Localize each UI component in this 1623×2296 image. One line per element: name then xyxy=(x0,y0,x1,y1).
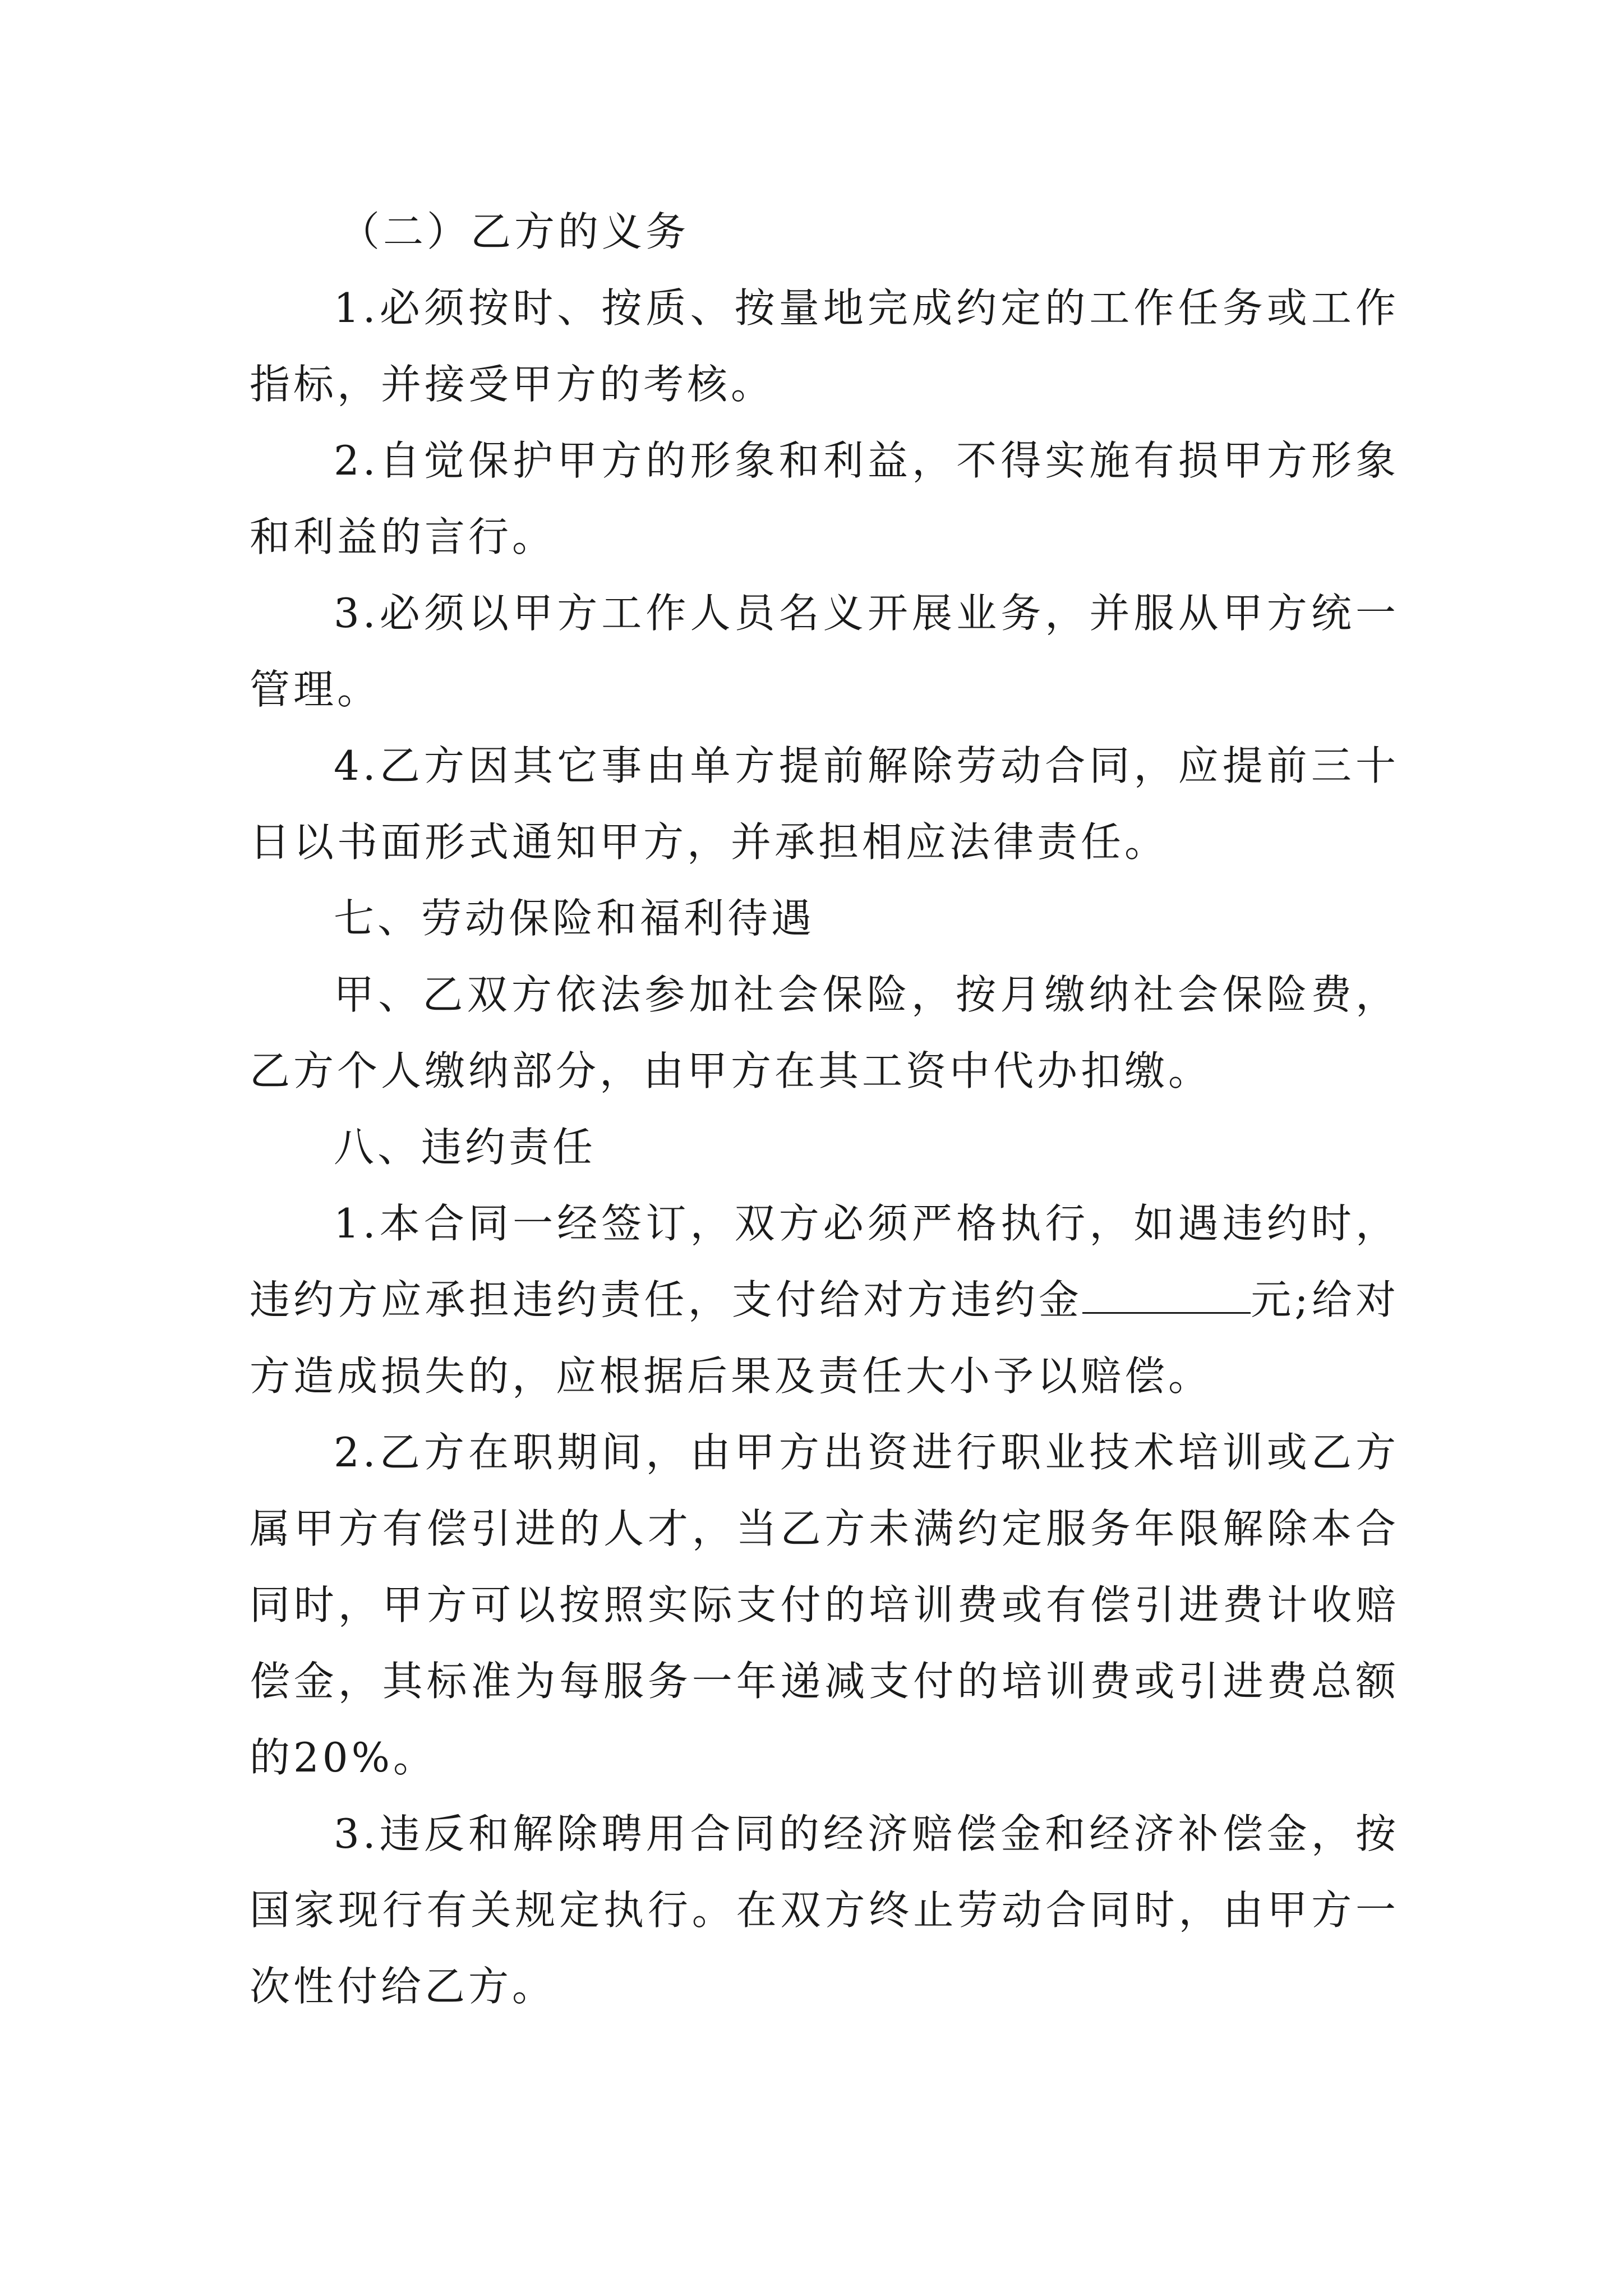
section-b-heading: （二）乙方的义务 xyxy=(339,208,690,255)
document-body xyxy=(250,194,1399,2024)
obligation-item-2: 2.自觉保护甲方的形象和利益，不得实施有损甲方形象和利益的言行。 xyxy=(250,437,1399,560)
penalty-item-2: 2.乙方在职期间，由甲方出资进行职业技术培训或乙方属甲方有偿引进的人才，当乙方未满约定服务年限解除本合同时，甲方可以按照实际支付的培训费或有偿引进费计收赔偿金，其标准为每服务一年递减支付的培训费或引进费总额的20%。 xyxy=(250,1429,1399,1781)
section-7-text: 甲、乙双方依法参加社会保险，按月缴纳社会保险费，乙方个人缴纳部分，由甲方在其工资中代办扣缴。 xyxy=(250,971,1399,1094)
section-7-heading: 七、劳动保险和福利待遇 xyxy=(334,895,815,942)
penalty-amount-blank[interactable] xyxy=(1082,1278,1251,1314)
obligation-item-1: 1.必须按时、按质、按量地完成约定的工作任务或工作指标，并接受甲方的考核。 xyxy=(250,284,1399,408)
penalty-item-1 xyxy=(250,1185,1399,1414)
penalty-item-1-part2: 元;给对方造成损失的，应根据后果及责任大小予以赔偿。 xyxy=(250,1276,1399,1400)
penalty-item-1-part1: 1.本合同一经签订，双方必须严格执行，如遇违约时，违约方应承担违约责任，支付给对方违约金 xyxy=(250,1200,1399,1323)
penalty-item-3: 3.违反和解除聘用合同的经济赔偿金和经济补偿金，按国家现行有关规定执行。在双方终止劳动合同时，由甲方一次性付给乙方。 xyxy=(250,1810,1399,2010)
obligation-item-4: 4.乙方因其它事由单方提前解除劳动合同，应提前三十日以书面形式通知甲方，并承担相应法律责任。 xyxy=(250,742,1399,866)
section-8-heading: 八、违约责任 xyxy=(334,1124,597,1171)
obligation-item-3: 3.必须以甲方工作人员名义开展业务，并服从甲方统一管理。 xyxy=(250,590,1399,713)
